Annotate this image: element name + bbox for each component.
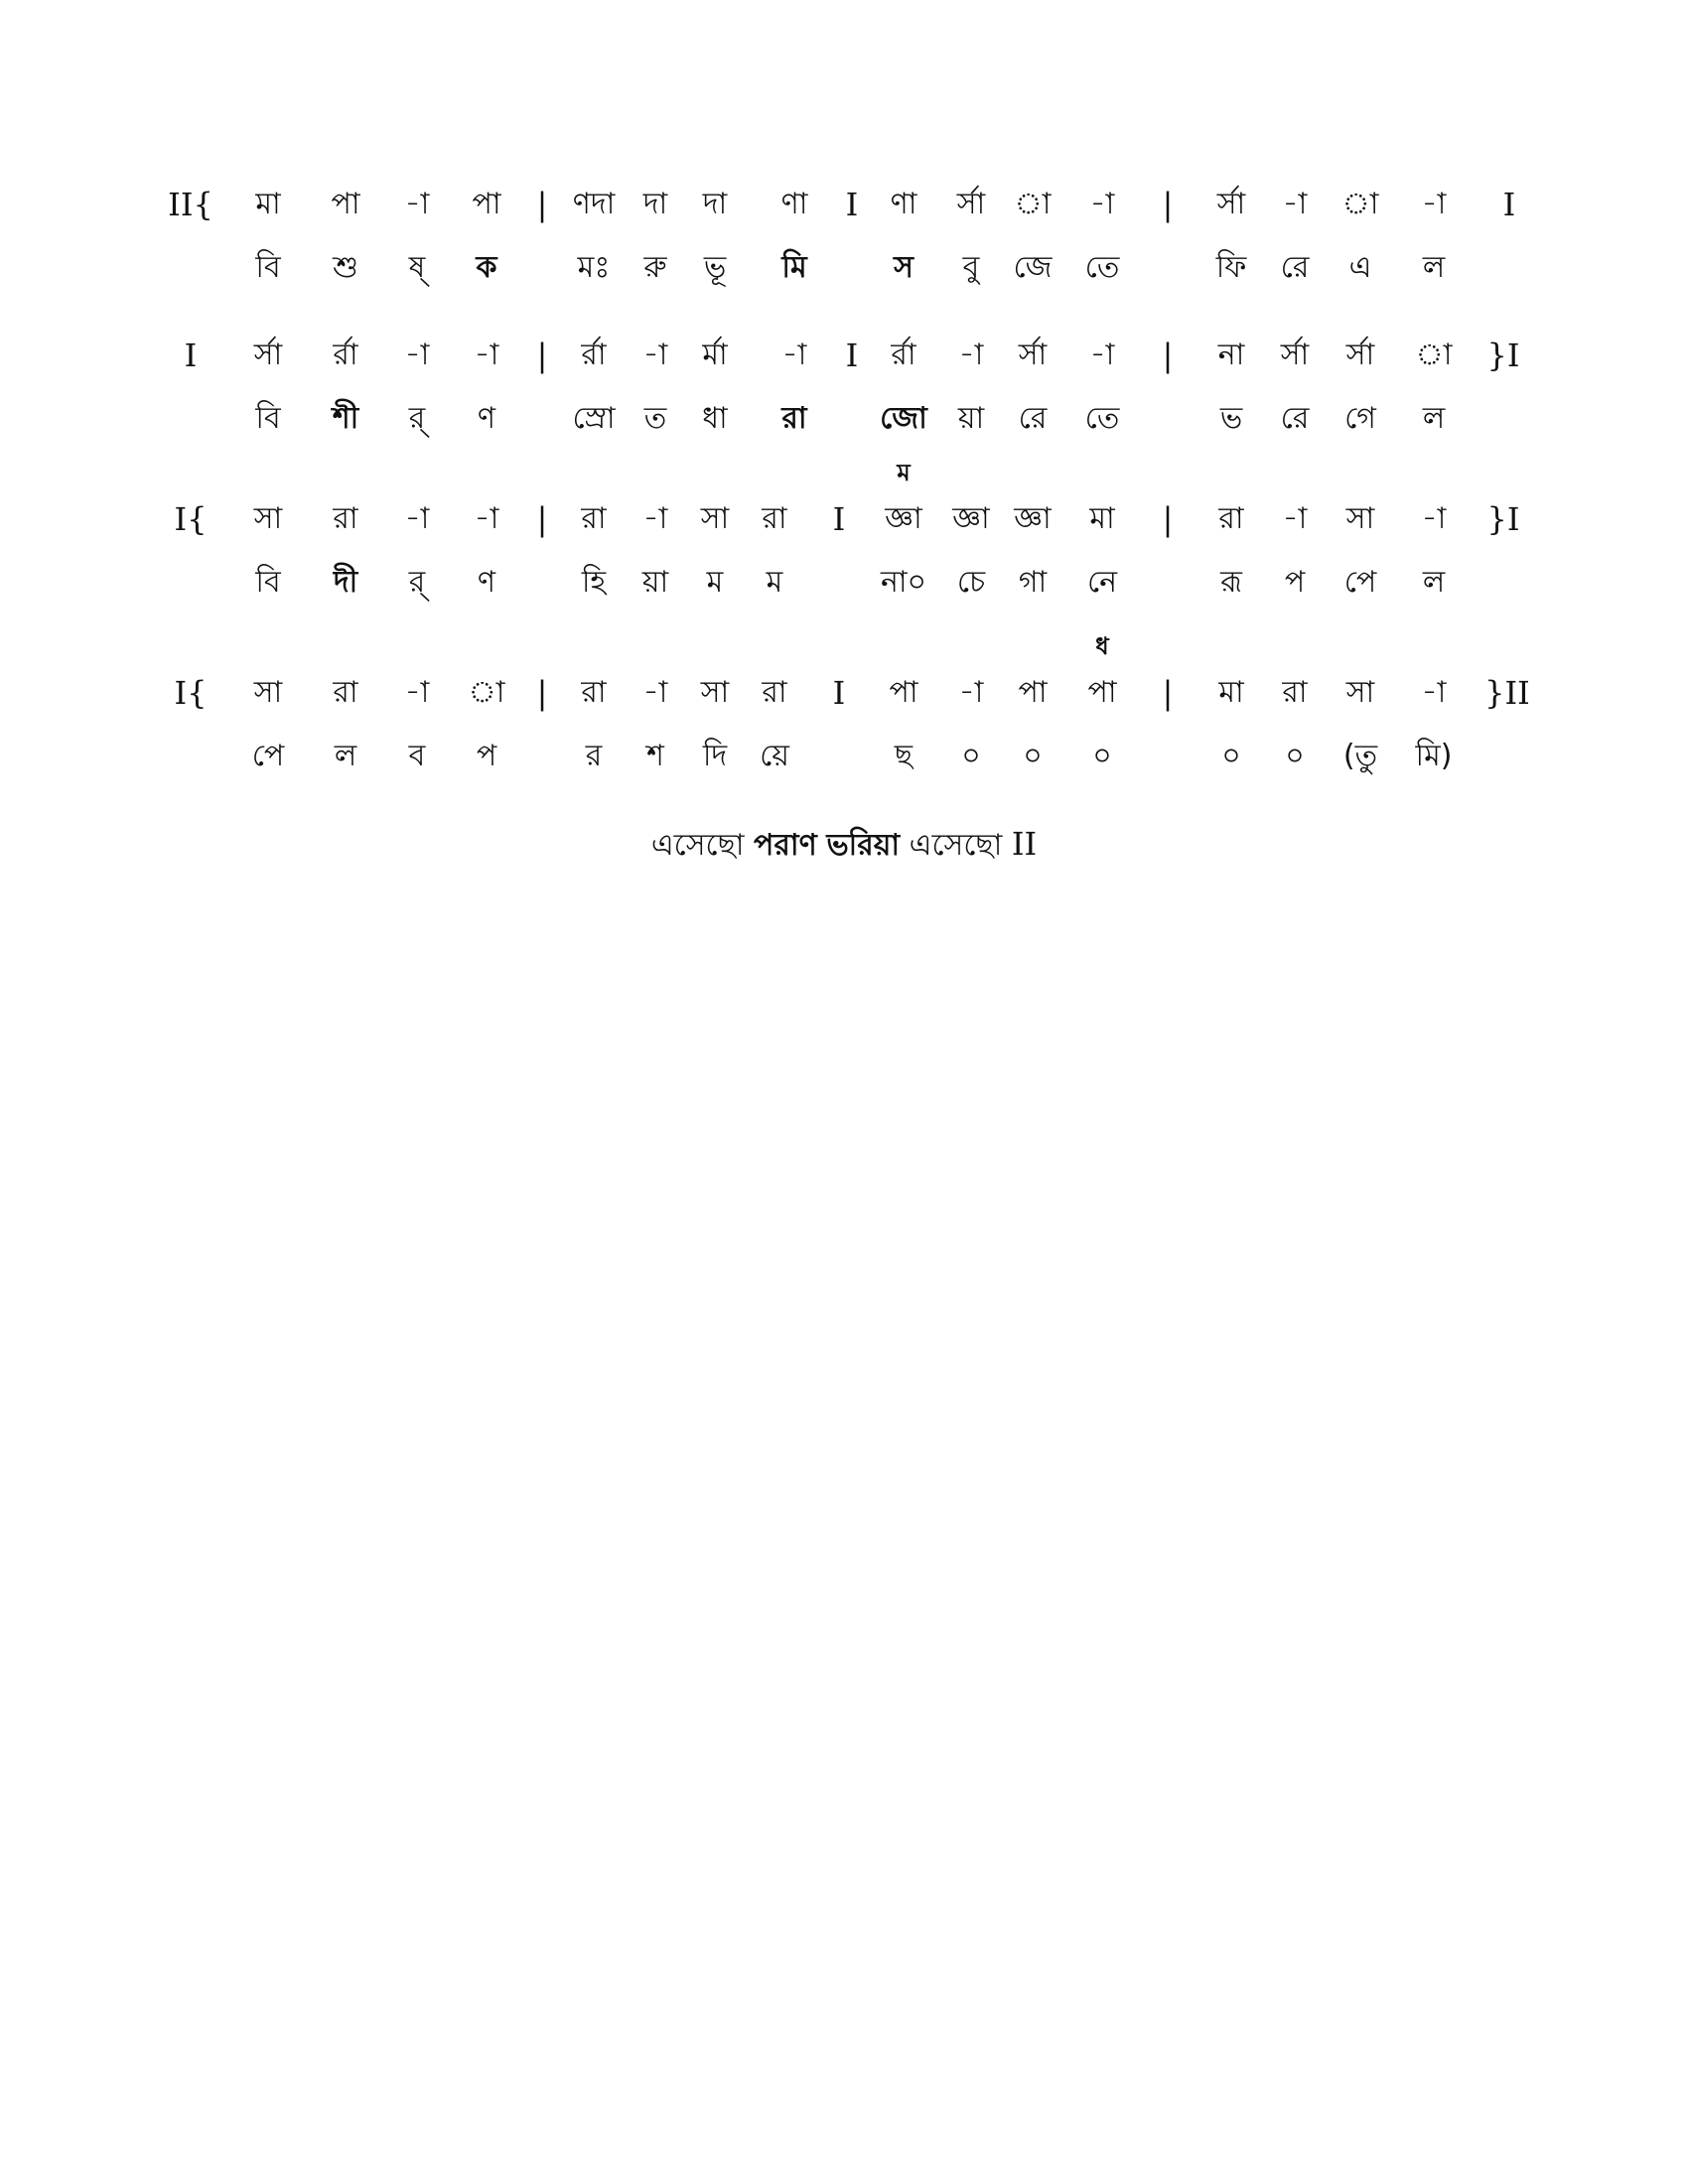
barline-symbol: }I bbox=[1486, 500, 1520, 538]
swara-note: র্রা bbox=[333, 338, 358, 372]
lyric-syllable: ভূ bbox=[703, 250, 727, 285]
swara-note: -া bbox=[958, 338, 984, 372]
swara-note: রা bbox=[581, 675, 607, 710]
swara-note: -া bbox=[1421, 187, 1447, 221]
swara-note: রা bbox=[1282, 675, 1308, 710]
barline-symbol: }I bbox=[1486, 337, 1520, 374]
swara-note: রা bbox=[762, 501, 787, 536]
swara-row bbox=[168, 177, 1529, 232]
lyric-syllable: গা bbox=[1018, 565, 1048, 600]
lyric-syllable: ল bbox=[1422, 565, 1446, 600]
swara-note: মা bbox=[255, 187, 281, 221]
swara-note: সা bbox=[700, 501, 730, 536]
lyric-syllable: র্ bbox=[408, 565, 426, 600]
grace-note-marker: ধ bbox=[1095, 632, 1109, 660]
barline-symbol: | bbox=[1162, 337, 1174, 374]
lyric-syllable: রে bbox=[1280, 250, 1310, 285]
swara-note: র্মা bbox=[702, 338, 728, 372]
lyric-syllable: বি bbox=[255, 401, 281, 436]
swara-note: -া bbox=[958, 675, 984, 710]
lyric-syllable: ব bbox=[408, 739, 426, 773]
swara-note: র্রা bbox=[891, 338, 916, 372]
swara-note: র্সা bbox=[1216, 187, 1246, 221]
lyric-syllable: জো bbox=[880, 401, 927, 436]
swara-note: া bbox=[1014, 187, 1052, 221]
lyric-syllable: বু bbox=[962, 250, 980, 285]
swara-note: মা bbox=[1218, 675, 1244, 710]
swara-note: জ্ঞা bbox=[1014, 501, 1052, 536]
lyric-syllable: হি bbox=[581, 565, 607, 600]
swara-note: সা bbox=[253, 675, 283, 710]
lyric-syllable: ০ bbox=[1221, 739, 1241, 773]
swara-note: রা bbox=[581, 501, 607, 536]
lyric-syllable: তে bbox=[1084, 401, 1120, 436]
lyric-syllable: য়ে bbox=[760, 739, 789, 773]
swara-note: -া bbox=[474, 501, 499, 536]
lyric-syllable: ত bbox=[643, 401, 667, 436]
swara-note: সা bbox=[700, 675, 730, 710]
lyric-syllable: য়া bbox=[957, 401, 985, 436]
swara-note: সা bbox=[1345, 501, 1375, 536]
swara-note: রা bbox=[1218, 501, 1244, 536]
swara-note: ণদা bbox=[572, 187, 616, 221]
barline-symbol: | bbox=[536, 674, 548, 712]
barline-symbol: | bbox=[536, 186, 548, 223]
refrain-word: এসেছো bbox=[909, 828, 1003, 863]
barline-symbol: I{ bbox=[174, 500, 208, 538]
lyric-syllable: ম bbox=[766, 565, 783, 600]
grace-note-marker: ম bbox=[897, 459, 911, 486]
lyric-syllable: (তু bbox=[1342, 739, 1378, 773]
barline-symbol: | bbox=[1162, 186, 1174, 223]
lyric-syllable: রূ bbox=[1220, 565, 1242, 600]
lyric-syllable: ণ bbox=[477, 565, 496, 600]
lyric-syllable: তে bbox=[1084, 250, 1120, 285]
swara-note: ণা bbox=[890, 187, 917, 221]
swara-note: পা bbox=[1087, 675, 1117, 710]
swara-row bbox=[174, 459, 1529, 547]
lyric-syllable: ম bbox=[706, 565, 724, 600]
lyric-syllable: রু bbox=[643, 250, 667, 285]
swara-note: সা bbox=[253, 501, 283, 536]
swara-note: মা bbox=[1089, 501, 1115, 536]
lyric-syllable: বি bbox=[255, 250, 281, 285]
lyric-row bbox=[179, 729, 1529, 784]
barline-symbol: I bbox=[845, 186, 859, 223]
swara-note: -া bbox=[781, 338, 807, 372]
lyric-row bbox=[179, 240, 1529, 296]
lyric-syllable: ০ bbox=[961, 739, 981, 773]
lyric-row bbox=[179, 555, 1529, 611]
lyric-syllable: ০ bbox=[1023, 739, 1043, 773]
swara-note: জ্ঞা bbox=[885, 501, 922, 536]
swara-note: -া bbox=[1089, 338, 1115, 372]
barline-symbol: I bbox=[184, 337, 198, 374]
swara-note: পা bbox=[1018, 675, 1048, 710]
swara-note: -া bbox=[642, 675, 668, 710]
swara-note: -া bbox=[404, 675, 430, 710]
lyric-syllable: শী bbox=[332, 401, 359, 436]
refrain-word: ভরিয়া bbox=[826, 828, 901, 863]
lyric-syllable: গে bbox=[1344, 401, 1376, 436]
lyric-syllable: না০ bbox=[880, 565, 927, 600]
lyric-syllable: র্ bbox=[408, 401, 426, 436]
lyric-syllable: র bbox=[585, 739, 603, 773]
lyric-syllable: চে bbox=[956, 565, 986, 600]
swara-note: দা bbox=[702, 187, 728, 221]
lyric-syllable: বি bbox=[255, 565, 281, 600]
swara-note: রা bbox=[333, 501, 358, 536]
swara-note: -া bbox=[404, 338, 430, 372]
lyric-syllable: ০ bbox=[1285, 739, 1305, 773]
refrain-word: পরাণ bbox=[754, 828, 817, 863]
lyric-syllable: য়া bbox=[641, 565, 669, 600]
swara-note: সা bbox=[1345, 675, 1375, 710]
swara-note: জ্ঞা bbox=[952, 501, 990, 536]
notation-system bbox=[179, 328, 1529, 447]
lyric-syllable: ল bbox=[1422, 250, 1446, 285]
swara-note: দা bbox=[642, 187, 668, 221]
lyric-syllable: ষ্ bbox=[408, 250, 426, 285]
lyric-syllable: ল bbox=[1422, 401, 1446, 436]
swara-note: র্সা bbox=[1345, 338, 1375, 372]
lyric-syllable: মি bbox=[781, 250, 807, 285]
barline-symbol: I bbox=[1502, 186, 1516, 223]
swara-note: -া bbox=[404, 187, 430, 221]
barline-symbol: I bbox=[845, 337, 859, 374]
lyric-syllable: দি bbox=[702, 739, 728, 773]
lyric-syllable: ণ bbox=[477, 401, 496, 436]
lyric-syllable: রে bbox=[1018, 401, 1048, 436]
lyric-syllable: স্রো bbox=[572, 401, 616, 436]
swara-note: -া bbox=[642, 338, 668, 372]
refrain-line bbox=[0, 824, 1688, 866]
swara-row bbox=[174, 632, 1530, 721]
barline-symbol: I bbox=[832, 674, 846, 712]
barline-symbol: | bbox=[1162, 674, 1174, 712]
lyric-syllable: এ bbox=[1348, 250, 1372, 285]
swara-row bbox=[179, 328, 1529, 383]
swara-note: রা bbox=[333, 675, 358, 710]
lyric-syllable: ক bbox=[476, 250, 497, 285]
swara-note: -া bbox=[404, 501, 430, 536]
lyric-syllable: পে bbox=[1343, 565, 1377, 600]
lyric-syllable: ফি bbox=[1215, 250, 1247, 285]
barline-symbol: }II bbox=[1484, 674, 1530, 712]
swara-note: া bbox=[1341, 187, 1379, 221]
swara-note: -া bbox=[642, 501, 668, 536]
lyric-syllable: ধা bbox=[702, 401, 728, 436]
swara-note: -া bbox=[474, 338, 499, 372]
barline-symbol: I{ bbox=[174, 674, 208, 712]
notation-system bbox=[168, 177, 1529, 296]
swara-note: পা bbox=[889, 675, 918, 710]
final-barline: II bbox=[1011, 825, 1038, 863]
lyric-syllable: রা bbox=[781, 401, 807, 436]
lyric-syllable: শু bbox=[333, 250, 358, 285]
swara-note: া bbox=[1415, 338, 1453, 372]
swara-note: র্রা bbox=[581, 338, 607, 372]
lyric-syllable: প bbox=[476, 739, 497, 773]
lyric-syllable: প bbox=[1284, 565, 1306, 600]
swara-note: র্সা bbox=[253, 338, 283, 372]
barline-symbol: | bbox=[536, 500, 548, 538]
swara-note: -া bbox=[1282, 187, 1308, 221]
barline-symbol: | bbox=[536, 337, 548, 374]
swara-note: র্সা bbox=[1280, 338, 1310, 372]
swara-note: -া bbox=[1089, 187, 1115, 221]
notation-system bbox=[174, 459, 1529, 611]
swara-note: -া bbox=[1421, 675, 1447, 710]
lyric-syllable: রে bbox=[1280, 401, 1310, 436]
lyric-syllable: ভ bbox=[1219, 401, 1243, 436]
lyric-syllable: মি) bbox=[1415, 739, 1453, 773]
lyric-syllable: ০ bbox=[1092, 739, 1112, 773]
lyric-syllable: দী bbox=[333, 565, 358, 600]
swara-note: পা bbox=[331, 187, 360, 221]
swara-note: র্সা bbox=[956, 187, 986, 221]
swara-note: ণা bbox=[780, 187, 808, 221]
swara-note: া bbox=[468, 675, 505, 710]
barline-symbol: II{ bbox=[168, 186, 213, 223]
lyric-syllable: ছ bbox=[894, 739, 914, 773]
lyric-syllable: শ bbox=[646, 739, 664, 773]
lyric-syllable: মঃ bbox=[577, 250, 611, 285]
swara-note: রা bbox=[762, 675, 787, 710]
lyric-syllable: নে bbox=[1086, 565, 1118, 600]
lyric-syllable: জে bbox=[1013, 250, 1053, 285]
swara-note: -া bbox=[1421, 501, 1447, 536]
refrain-word: এসেছো bbox=[650, 828, 745, 863]
swara-note: না bbox=[1217, 338, 1245, 372]
lyric-syllable: পে bbox=[251, 739, 285, 773]
notation-system bbox=[174, 632, 1530, 784]
barline-symbol: I bbox=[832, 500, 846, 538]
lyric-syllable: ল bbox=[334, 739, 357, 773]
swara-note: র্সা bbox=[1018, 338, 1048, 372]
lyric-syllable: স bbox=[894, 250, 914, 285]
swara-note: পা bbox=[472, 187, 501, 221]
lyric-row bbox=[179, 391, 1529, 447]
swara-note: -া bbox=[1282, 501, 1308, 536]
barline-symbol: | bbox=[1162, 500, 1174, 538]
